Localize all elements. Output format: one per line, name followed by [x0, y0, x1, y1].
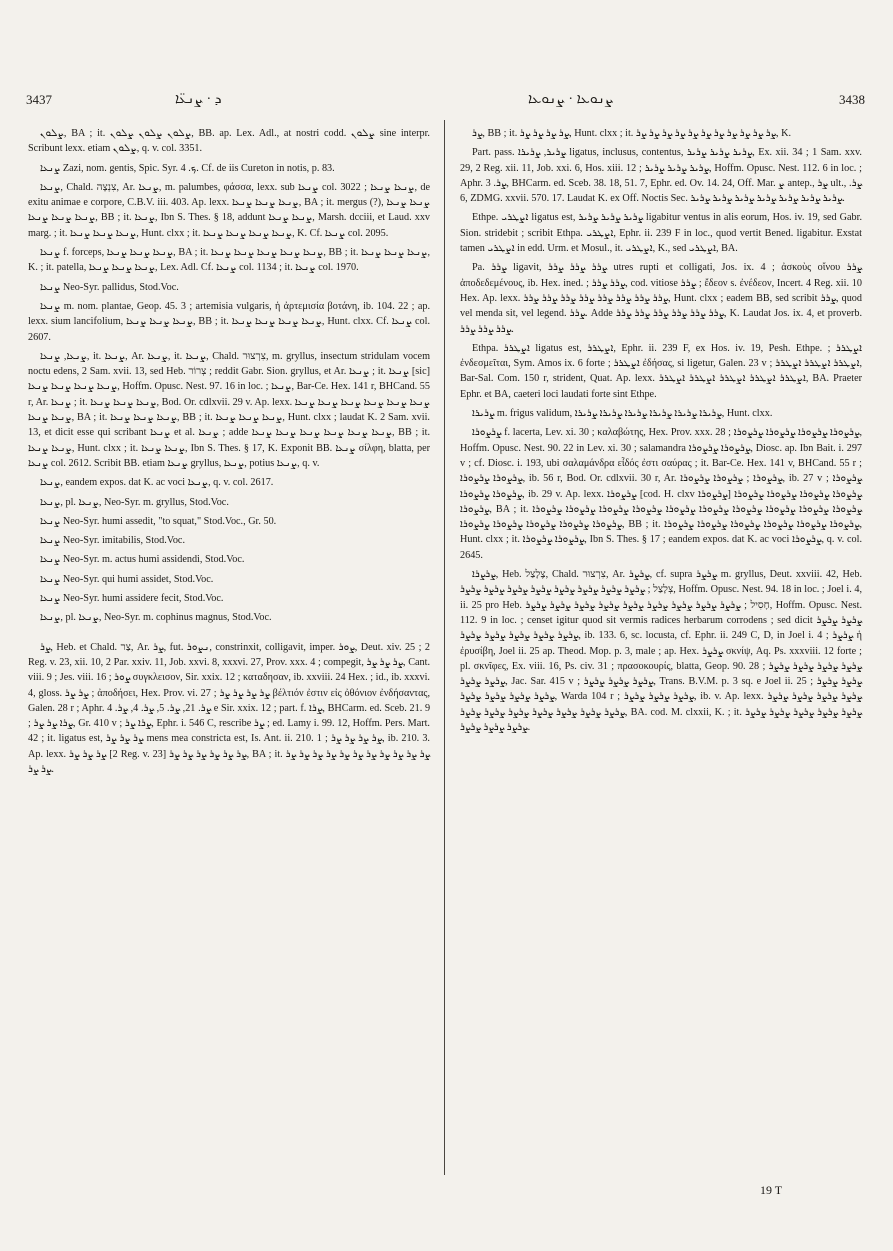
entry: ܨܢܥܐ Neo-Syr. pallidus, Stod.Voc. — [40, 281, 179, 293]
running-head-left: ܕ · ܨܢܥ̈ܐ — [175, 92, 222, 107]
entry: ܨܢܥܐ Neo-Syr. humi assedit, "to squat," Stod.Voc., Gr. 50. — [40, 515, 277, 527]
entry: ܨܪܨܪܐ, Heb. צֶלָצַל, Chald. צִרְצוּר, Ar. ܨܪܨܪ, cf. supra ܨܪܨܪ m. gryllus, Deut. xxviii. 42, Heb. צְלָצַל ; ܨܪܨܪ ܨܪܨܪ ܨܪܨܪ ܨܪܨܪ ܨܪܨܪ ܨܪܨܪ ܨܪܨܪ ܨܪܨܪ, Hoffm. Opusc. Nest. 94. 18 in loc. ; Joel i. 4, ii. 25 pro Heb. חָסִיל ; ܨܪܨܪ ܨܪܨܪ ܨܪܨܪ ܨܪܨܪ ܨܪܨܪ ܨܪܨܪ ܨܪܨܪ ܨܪܨܪ ܨܪܨܪ, Hoffm. Opusc. Nest. 112. 9 in loc. ; censet igitur quod sit vermis radices herbarum corrodens ; sed dicit ܨܪܨܪ ܨܪܨܪ ܨܪܨܪ ܨܪܨܪ ܨܪܨܪ ܨܪܨܪ ܨܪܨܪ, ib. 133. 6, sc. locusta, cf. Ephr. ii. 249 C, D, in Joel i. 4 ; ܨܪܨܪ ἡ ἐρυσίβη, Joel ii. 25 ap. Theod. Mop. p. 3, male ; ap. Hex. ܨܪܨܪ σκνίψ, Aq. Ps. xxxviii. 12 forte ; pl. σκνῖφες, Ex. viii. 16, Ps. civ. 31 ; πρασοκουρίς, blatta, Geop. 90. 28 ; ܨܪܨܪ ܨܪܨܪ ܨܪܨܪ ܨܪܨܪ ܨܪܨܪ ܨܪܨܪ, Jac. Sar. 415 v ; ܨܪܨܪ ܨܪܨܪ ܨܪܨܪ, Trans. B.V.M. p. 3 sq. e Joel ii. 25 ; ܨܪܨܪ ܨܪܨܪ ܨܪܨܪ ܨܪܨܪ ܨܪܨܪ ܨܪܨܪ, Warda 104 r ; ܨܪܨܪ ܨܪܨܪ ܨܪܨܪ, ib. v. Ap. lexx. ܨܪܨܪ ܨܪܨܪ ܨܪܨܪ ܨܪܨܪ ܨܪܨܪ ܨܪܨܪ ܨܪܨܪ ܨܪܨܪ ܨܪܨܪ ܨܪܨܪ ܨܪܨܪ, BA. cod. M. clxxii, K. ; it. ܨܪܨܪ ܨܪܨܪ ܨܪܨܪ ܨܪܨܪ ܨܪܨܪ ܨܪܨܪ ܨܪܨܪ ܨܪܨܪ. — [460, 569, 863, 733]
entry: ܨܢܥܐ, pl. ܨܢܥܐ, Neo-Syr. m. gryllus, Stod.Voc. — [40, 496, 229, 508]
entry: ܨܢܥܐ f. forceps, ܨܢܥܐ ܨܢܥܐ ܨܢܥܐ, BA ; it. ܨܢܥܐ ܨܢܥܐ ܨܢܥܐ ܨܢܥܐ ܨܢܥܐ, BB ; it. ܨܢܥܐ ܨܢܥܐ ܨܢܥܐ, K. ; it. patella, ܨܢܥܐ ܨܢܥܐ ܨܢܥܐ, Lex. Adl. Cf. ܨܢܥܐ col. 1134 ; it. ܨܢܥܐ col. 1970. — [28, 247, 430, 274]
entry: ܨܪܝܪܐ m. frigus validum, ܨܪܝܪܐ ܨܪܝܪܐ ܨܪܝܪܐ ܨܪܝܪܐ ܨܪܝܪܐ ܨܪܝܪܐ, Hunt. clxx. — [472, 408, 773, 420]
entry: Ethpa. ܐܨܛܪܪ ligatus est, ܐܨܛܪܪ, Ephr. ii. 239 F, ex Hos. iv. 19, Pesh. Ethpe. ; ܐܨܛܪܪ ἐνδεσμεῖται, Sym. Amos ix. 6 forte ; ܐܨܛܪܪ ἐδήσας, si ligetur, Galen. 23 v ; ܐܨܛܪܪ ܐܨܛܪܪ ܐܨܛܪܪ, Bar-Sal. Com. 150 r, strident, Quat. Ap. lexx. ܐܨܛܪܪ ܐܨܛܪܪ ܐܨܛܪܪ ܐܨܛܪܪ ܐܨܛܪܪ, BA. Praeter Ephr. et BA, caeteri loci laudati forte sint Ethpe. — [460, 342, 863, 400]
page-number-left: 3437 — [26, 92, 52, 107]
entry: ܨܢܥܐ m. nom. plantae, Geop. 45. 3 ; artemisia vulgaris, ἡ ἀρτεμισία βοτάνη, ib. 104. 22 ; ap. lexx. sium lancifolium, ܨܢܥܐ ܨܢܥܐ ܨܢܥܐ, BB ; it. ܨܢܥܐ ܨܢܥܐ ܨܢܥܐ ܨܢܥܐ, Hunt. clxx. Cf. ܨܢܥܐ col. 2607. — [28, 300, 430, 343]
entry: ܨܢܥܐ Zazi, nom. gentis, Spic. Syr. ܟ. 4. Cf. de iis Cureton in notis, p. 83. — [40, 162, 335, 174]
entry: Part. pass. ܨܪܝܪ, ܨܪܝܪܐ ligatus, inclusus, contentus, ܨܪܝܪ ܨܪܝܪ ܨܪܝܪ, Ex. xii. 34 ; 1 Sam. xxv. 29, 2 Reg. xii. 11, Job. xxi. 6, Hos. xiii. 12 ; ܨܪܝܪ ܨܪܝܪ ܨܪܝܪ, Hoffm. Opusc. Nest. 112. 6 in loc. ; Aphr. ܨܪ. 3, BHCarm. ed. Sceb. 38. 18, 51. 7, Ephr. ed. Ov. 14. 24, Off. Mar. ܨ antep., ܨܪ ult., ܨܪ. 6, ZDMG. xxvii. 570. 17. Laudat K. ex Off. Noctis Sec. ܨܪܝܪ ܨܪܝܪ ܨܪܝܪ ܨܪܝܪ ܨܪܝܪ ܨܪܝܪ ܨܪܝܪ. — [460, 147, 862, 205]
entry: Ethpe. ܐܨܛܪܝ ligatus est, ܨܪܝܪ ܨܪܝܪ ܨܪܝܪ ligabitur ventus in alis eorum, Hos. iv. 19, sed Gabr. Sion. stridebit ; scribit Ethpa. ܐܨܛܪܝ, Ephr. ii. 239 F in loc., quod vertit Bened. ligabitur. Exstat tamen ܐܨܛܪܝ in edd. Urm. et Mosul., it. ܐܨܛܪܝ, K., sed ܐܨܛܪܝ, BA. — [460, 212, 862, 255]
entry: ܨܠܘܢ, BA ; it. ܨܠܘܢ ܨܠܘܢ ܨܠܘܢ, BB. ap. Lex. Adl., at nostri codd. ܨܠܘܢ sine interpr. Scribunt lexx. etiam ܨܠܘܢ, q. v. col. 3351. — [28, 128, 430, 155]
entry: ܨܢܥܐ Neo-Syr. qui humi assidet, Stod.Voc. — [40, 573, 214, 585]
page-number-right: 3438 — [839, 92, 865, 107]
entry: Pa. ܨܪܪ ligavit, ܨܪܪ ܨܪܪ ܨܪܪ utres rupti et colligati, Jos. ix. 4 ; ἀσκοὺς οἴνου ܨܪܪ ἀποδεδεμένους, ib. Hex. ined. ; ܨܪܪ ܨܪܪ, cod. vitiose ܨܪܪ ; ἔδεον s. ἐνέδεον, Incert. 4 Reg. xii. 10 Hex. Ap. lexx. ܨܪܪ ܨܪܪ ܨܪܪ ܨܪܪ ܨܪܪ ܨܪܪ ܨܪܪ ܨܪܪ, Hunt. clxx ; eadem BB, sed scribit ܨܪܪ, quod vel menda sit, vel legend. ܨܪܪ. Adde ܨܪܪ ܨܪܪ ܨܪܪ ܨܪܪ ܨܪܪ ܨܪܪ, K. Laudat Jos. ix. 4, et proverb. ܨܪܪ ܨܪܪ ܨܪܪ. — [460, 262, 863, 335]
entry: ܨܢܥܐ, ܨܢܥܐ, it. ܨܢܥܐ, Ar. ܨܢܥܐ, it. ܨܢܥܐ, Chald. צִרְצוּר, m. gryllus, insectum stridulam vocem noctu edens, 2 Sam. xvii. 13, sed Heb. צְרוֹר ; reddit Gabr. Sion. gryllus, et Ar. ܨܢܥܐ ; it. ܨܢܥܐ [sic] ܨܢܥܐ ܨܢܥܐ ܨܢܥܐ ܨܢܥܐ, Hoffm. Opusc. Nest. 97. 16 in loc. ; ܨܢܥܐ, Bar-Ce. Hex. 141 r, BHCand. 55 r, Ar. ܨܢܥܐ ; it. ܨܢܥܐ ܨܢܥܐ ܨܢܥܐ, Bod. Or. cdlxvii. 29 v. Ap. lexx. ܨܢܥܐ ܨܢܥܐ ܨܢܥܐ ܨܢܥܐ ܨܢܥܐ ܨܢܥܐ ܨܢܥܐ ܨܢܥܐ, BA ; it. ܨܢܥܐ ܨܢܥܐ ܨܢܥܐ, BB ; it. ܨܢܥܐ ܨܢܥܐ ܨܢܥܐ, Hunt. clxx ; laudat K. 2 Sam. xvii. 13, et dicit esse qui scribant ܨܢܥܐ et al. ܨܢܥܐ ; adde ܨܢܥܐ ܨܢܥܐ ܨܢܥܐ ܨܢܥܐ ܨܢܥܐ ܨܢܥܐ, BB ; it. ܨܢܥܐ ܨܢܥܐ, Hunt. clxx ; it. ܨܢܥܐ ܨܢܥܐ, Ibn S. Thes. § 17, K. Exponit BB. ܨܢܥܐ σίλφη, blatta, per ܨܢܥܐ col. 2612. Scribit BB. etiam ܨܢܥܐ gryllus, ܨܢܥܐ, potius ܨܢܥܐ, q. v. — [28, 350, 431, 469]
entry: ܨܢܥܐ Neo-Syr. imitabilis, Stod.Voc. — [40, 535, 185, 547]
column-divider — [444, 120, 445, 1175]
entry: ܨܪܨܘܪܐ f. lacerta, Lev. xi. 30 ; καλαβώτης, Hex. Prov. xxx. 28 ; ܨܪܨܘܪܐ ܨܪܨܘܪܐ ܨܪܨܘܪܐ ܨܪܨܘܪܐ, Hoffm. Opusc. Nest. 90. 22 in Lev. xi. 30 ; salamandra ܨܪܨܘܪܐ ܨܪܨܘܪܐ, Diosc. ap. Ibn Bait. i. 297 v ; cf. Diosc. i. 193, ubi σαλαμάνδρα εἶδός ἐστι σαύρας ; it. Bar-Ce. Hex. 141 v, BHCand. 55 r ; ܨܪܨܘܪܐ ܨܪܨܘܪܐ, ib. 56 r, Bod. Or. cdlxvii. 30 r, Ar. ܨܪܨܘܪܐ ; ܨܪܨܘܪܐ ܨܪܨܘܪܐ, ib. 27 v ; ܨܪܨܘܪܐ ܨܪܨܘܪܐ ܨܪܨܘܪܐ, ib. 29 v. Ap. lexx. ܨܪܨܘܪܐ [cod. H. clxv ܨܪܨܘܪܐ] ܨܪܨܘܪܐ ܨܪܨܘܪܐ ܨܪܨܘܪܐ ܨܪܨܘܪܐ ܨܪܨܘܪܐ, BA ; it. ܨܪܨܘܪܐ ܨܪܨܘܪܐ ܨܪܨܘܪܐ ܨܪܨܘܪܐ ܨܪܨܘܪܐ ܨܪܨܘܪܐ ܨܪܨܘܪܐ ܨܪܨܘܪܐ ܨܪܨܘܪܐ ܨܪܨܘܪܐ ܨܪܨܘܪܐ ܨܪܨܘܪܐ ܨܪܨܘܪܐ ܨܪܨܘܪܐ ܨܪܨܘܪܐ, BB ; it. ܨܪܨܘܪܐ ܨܪܨܘܪܐ ܨܪܨܘܪܐ ܨܪܨܘܪܐ ܨܪܨܘܪܐ ܨܪܨܘܪܐ, Hunt. clxx ; it. ܨܪܨܘܪܐ ܨܪܨܘܪܐ, Ibn S. Thes. § 17 ; eandem expos. dat K. ac voci ܨܪܨܘܪܐ, q. v. col. 2645. — [460, 427, 863, 561]
entry: ܨܢܥܐ, Chald. צִנְצָה, Ar. ܨܢܥܐ, m. palumbes, φάσσα, lexx. sub ܨܢܥܐ col. 3022 ; ܨܢܥܐ ܨܢܥܐ, de exitu animae e corpore, C.B.V. iii. 403. Ap. lexx. ܨܢܥܐ ܨܢܥܐ ܨܢܥܐ, BA ; it. mergus (?), ܨܢܥܐ ܨܢܥܐ ܨܢܥܐ ܨܢܥܐ ܨܢܥܐ, BB ; it. ܨܢܥܐ, Ibn S. Thes. § 18, addunt ܨܢܥܐ ܨܢܥܐ, Marsh. dcciii, et Laud. xxv marg. ; it. ܨܢܥܐ ܨܢܥܐ ܨܢܥܐ, Hunt. clxx ; it. ܨܢܥܐ ܨܢܥܐ ܨܢܥܐ ܨܢܥܐ, K. Cf. ܨܢܥܐ col. 2095. — [28, 181, 431, 239]
entry: ܨܢܥܐ, pl. ܨܢܥܐ, Neo-Syr. m. cophinus magnus, Stod.Voc. — [40, 612, 272, 624]
running-head-right: ܨܢܘܥܐ · ܨܢܘܥܐ — [528, 92, 614, 107]
signature-mark: 19 T — [760, 1183, 783, 1197]
entry: ܨܢܥܐ Neo-Syr. humi assidere fecit, Stod.Voc. — [40, 593, 224, 605]
entry: ܨܢܥܐ Neo-Syr. m. actus humi assidendi, Stod.Voc. — [40, 554, 245, 566]
right-column — [460, 126, 862, 739]
left-column — [28, 126, 430, 781]
entry: ܨܢܥܐ, eandem expos. dat K. ac voci ܨܢܥܐ, q. v. col. 2617. — [40, 477, 274, 489]
entry: ܨܪ, BB ; it. ܨܪ ܨܪ ܨܪ ܨܪ, Hunt. clxx ; it. ܨܪ ܨܪ ܨܪ ܨܪ ܨܪ ܨܪ ܨܪ ܨܪ ܨܪ ܨܪ ܨܪ, K. — [472, 128, 792, 139]
entry: ܨܪ, Heb. et Chald. צַר, Ar. ܨܪ, fut. ܢܨܘܪ, constrinxit, colligavit, imper. ܨܘܪ, Deut. xiv. 25 ; 2 Reg. v. 23, xii. 10, 2 Par. xxiv. 11, Job. xxvi. 8, xxxvi. 27, Prov. xxx. 4 ; compegit, ܨܪ ܨܪ ܨܪ, Cant. viii. 9 ; Jes. viii. 16 ; ܨܘܪ συγκλεισον, Sir. xxix. 12 ; καταδησαν, ib. xxviii. 24 Hex. ; id., ib. xxxvi. 4, gloss. ܨܪ ܨܪ ; ἀποδήσει, Hex. Prov. vi. 27 ; ܨܪ ܨܪ ܨܪ ܨܪ βέλτιόν ἐστιν εἰς ὀθόνιον ἐνδήσαντας, Galen. 28 r ; Aphr. ܨܪ. 21, ܨܪ. 5, ܨܪ. 4, ܨܪ. 4 e Sir. xxix. 12 ; part. f. ܨܪܐ, BHCarm. ed. Sceb. 21. 9 ; ܨܪܐ ܨܪ ܨܪ, Gr. 410 v ; ܨܪܐ ܨܪ, Ephr. i. 546 C, rescribe ܨܪ ; ed. Lamy i. 99. 12, Hoffm. Pers. Mart. 42 ; it. ligatus est, ܨܪ ܨܪ ܨܪ mens mea constricta est, Is. Ant. ii. 210. 1 ; ܨܪ ܨܪ ܨܪ ܨܪ, ib. 210. 3. Ap. lexx. ܨܪ ܨܪ ܨܪ [2 Reg. v. 23] ܨܪ ܨܪ ܨܪ ܨܪ ܨܪ ܨܪ, BA ; it. ܨܪ ܨܪ ܨܪ ܨܪ ܨܪ ܨܪ ܨܪ ܨܪ ܨܪ ܨܪ ܨܪ ܨܪ ܨܪ. — [28, 641, 431, 775]
